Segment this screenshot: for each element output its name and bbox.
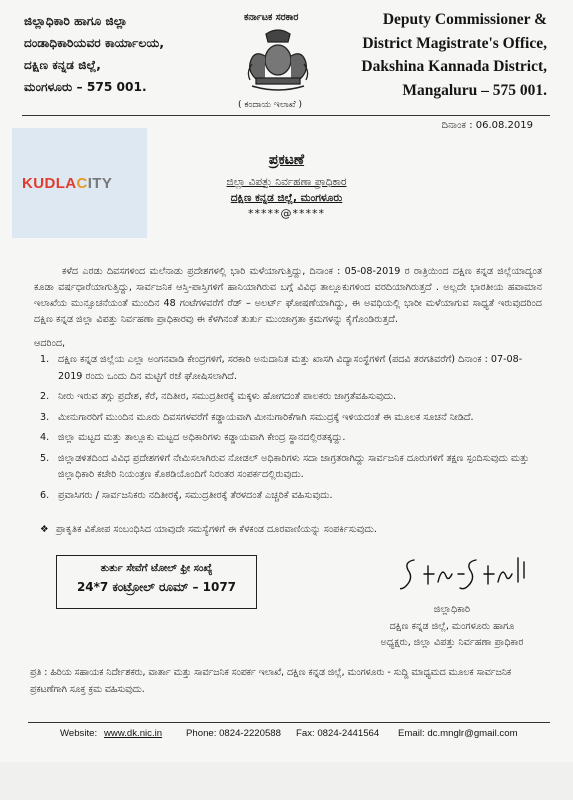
signatory-block [352, 602, 552, 652]
diamond-bullet-icon: ❖ [40, 524, 49, 535]
address-line: Mangaluru – 575 001. [402, 81, 547, 99]
signatory-line: ದಕ್ಷಿಣ ಕನ್ನಡ ಜಿಲ್ಲೆ, ಮಂಗಳೂರು ಹಾಗೂ [389, 620, 515, 632]
signatory-title: ಜಿಲ್ಲಾಧಿಕಾರಿ [433, 604, 471, 615]
address-line: Deputy Commissioner & [382, 11, 547, 28]
signatory-line: ಅಧ್ಯಕ್ಷರು, ಜಿಲ್ಲಾ ವಿಪತ್ತು ನಿರ್ವಹಣಾ ಪ್ರಾಧಿಕಾರ [380, 637, 524, 648]
office-address-english [297, 8, 547, 102]
office-address-kannada [24, 10, 224, 98]
helpline-title: ತುರ್ತು ಸೇವೆಗೆ ಟೋಲ್ ಫ್ರೀ ಸಂಖ್ಯೆ [100, 563, 213, 574]
fax-number: Fax: 0824-2441564 [296, 728, 380, 739]
notice-date: ದಿನಾಂಕ : 06.08.2019 [441, 120, 533, 131]
notice-title-block [0, 152, 573, 220]
list-item: 4. ಜಿಲ್ಲಾ ಮಟ್ಟದ ಮತ್ತು ತಾಲ್ಲೂಕು ಮಟ್ಟದ ಅಧಿಕಾರಿಗಳು ಕಡ್ಡಾಯವಾಗಿ ಕೇಂದ್ರ ಸ್ಥಾನದಲ್ಲಿರತಕ್ಕದ್ದು. [40, 432, 346, 443]
header-divider [22, 115, 550, 116]
website-label: Website: [60, 728, 98, 739]
copy-to-note: ಪ್ರತಿ : ಹಿರಿಯ ಸಹಾಯಕ ನಿರ್ದೇಶಕರು, ವಾರ್ತಾ ಮತ್ತು ಸಾರ್ವಜನಿಕ ಸಂಪರ್ಕ ಇಲಾಖೆ, ದಕ್ಷಿಣ ಕನ್ನಡ ಜಿಲ್ಲೆ, ಮಂಗಳೂರು - ಸುದ್ದಿ ಮಾಧ್ಯಮದ ಮೂಲಕ ಸಾರ್ವಜನಿಕ ಪ್ರಕಟಣೆಗಾಗಿ ಸೂಕ್ತ ಕ್ರಮ ವಹಿಸುವುದು. [30, 667, 512, 695]
helpline-number: 24*7 ಕಂಟ್ರೋಲ್ ರೂಮ್ – 1077 [76, 580, 237, 594]
helpline-box [56, 555, 257, 609]
notice-district: ದಕ್ಷಿಣ ಕನ್ನಡ ಜಿಲ್ಲೆ, ಮಂಗಳೂರು [230, 192, 343, 204]
address-line: ದಂಡಾಧಿಕಾರಿಯವರ ಕಾರ್ಯಾಲಯ, [24, 36, 165, 50]
footer [28, 722, 550, 739]
notice-paragraph: ಕಳೆದ ಎರಡು ದಿವಸಗಳಿಂದ ಮಲೆನಾಡು ಪ್ರದೇಶಗಳಲ್ಲಿ ಭಾರಿ ಮಳೆಯಾಗುತ್ತಿದ್ದು, ದಿನಾಂಕ : 05-08-2019 ರ ರಾತ್ರಿಯಿಂದ ದಕ್ಷಿಣ ಕನ್ನಡ ಜಿಲ್ಲೆಯಾದ್ಯಂತ ಕೂಡಾ ವರ್ಷಧಾರೆಯಾಗುತ್ತಿದ್ದು, ಸಾರ್ವಜನಿಕ ಆಸ್ತಿ-ಪಾಸ್ತಿಗಳಿಗೆ ಹಾನಿಯಾಗಿರುವ ಬಗ್ಗೆ ವಿವಿಧ ತಾಲ್ಲೂಕುಗಳಿಂದ ವರದಿಯಾಗಿರುತ್ತದೆ . ಅಲ್ಲದೇ ಭಾರತೀಯ ಹವಾಮಾನ ಇಲಾಖೆಯ ಮುನ್ಸೂಚನೆಯಂತೆ ಮುಂದಿನ 48 ಗಂಟೆಗಳವರೆಗೆ ರೆಡ್ – ಅಲರ್ಟ್ ಘೋಷಣೆಯಾಗಿದ್ದು, ಈ ಅವಧಿಯಲ್ಲಿ ಭಾರೀ ಮಳೆಯಾಗುವ ಸಾಧ್ಯತೆ ಇರುವುದರಿಂದ ದಕ್ಷಿಣ ಕನ್ನಡ ಜಿಲ್ಲಾ ವಿಪತ್ತು ನಿರ್ವಹಣಾ ಪ್ರಾಧಿಕಾರವು ಈ ಕೆಳಗಿನಂತೆ ತುರ್ತು ಮುಂಜಾಗ್ರತಾ ಕ್ರಮಗಳನ್ನು ಕೈಗೊಂಡಿರುತ್ತದೆ. [34, 266, 542, 325]
list-item: 6. ಪ್ರವಾಸಿಗರು / ಸಾರ್ವಜನಿಕರು ನದಿತೀರಕ್ಕೆ, ಸಮುದ್ರತೀರಕ್ಕೆ ತೆರಳದಂತೆ ಎಚ್ಚರಿಕೆ ವಹಿಸುವುದು. [40, 489, 333, 501]
list-item: 1. ದಕ್ಷಿಣ ಕನ್ನಡ ಜಿಲ್ಲೆಯ ಎಲ್ಲಾ ಅಂಗನವಾಡಿ ಕೇಂದ್ರಗಳಿಗೆ, ಸರಕಾರಿ ಅನುದಾನಿತ ಮತ್ತು ಖಾಸಗಿ ವಿದ್ಯಾಸಂಸ್ಥೆಗಳಿಗೆ (ಪದವಿ ತರಗತಿವರೆಗೆ) ದಿನಾಂಕ : 07-08-2019 ರಂದು ಒಂದು ದಿನ ಮಟ್ಟಿಗೆ ರಜೆ ಘೋಷಿಸಲಾಗಿದೆ. [40, 354, 523, 382]
address-line: District Magistrate's Office, [362, 34, 547, 52]
list-item: 5. ಜಿಲ್ಲಾಡಳಿತದಿಂದ ವಿವಿಧ ಪ್ರದೇಶಗಳಿಗೆ ನೇಮಿಸಲಾಗಿರುವ ನೋಡಲ್ ಅಧಿಕಾರಿಗಳು ಸದಾ ಜಾಗ್ರತರಾಗಿದ್ದು ಸಾರ್ವಜನಿಕ ದೂರುಗಳಿಗೆ ತಕ್ಷಣ ಸ್ಪಂದಿಸುವುದು ಮತ್ತು ಜಿಲ್ಲಾಧಿಕಾರಿ ಕಚೇರಿ ನಿಯಂತ್ರಣ ಕೊಠಡಿಯೊಂದಿಗೆ ನಿರಂತರ ಸಂಪರ್ಕದಲ್ಲಿರುವುದು. [40, 452, 530, 480]
email-address[interactable]: Email: dc.mnglr@gmail.com [398, 728, 518, 739]
department-label: ( ಕಂದಾಯ ಇಲಾಖೆ ) [238, 100, 303, 110]
website-link[interactable]: www.dk.nic.in [104, 728, 163, 739]
measures-list [40, 352, 544, 508]
notice-authority: ಜಿಲ್ಲಾ ವಿಪತ್ತು ನಿರ್ವಹಣಾ ಪ್ರಾಧಿಕಾರ [226, 176, 347, 188]
separator-stars: *****@***** [248, 207, 325, 220]
logo-wordmark: KUDLACITY [22, 175, 113, 192]
page-bottom-margin [0, 762, 573, 800]
phone-number: Phone: 0824-2220588 [186, 728, 281, 739]
government-label: ಕರ್ನಾಟಕ ಸರಕಾರ [244, 12, 299, 23]
address-line: ದಕ್ಷಿಣ ಕನ್ನಡ ಜಿಲ್ಲೆ, [24, 58, 101, 72]
list-item: 2. ನೀರು ಇರುವ ತಗ್ಗು ಪ್ರದೇಶ, ಕೆರೆ, ನದಿತೀರ, ಸಮುದ್ರತೀರಕ್ಕೆ ಮಕ್ಕಳು ಹೋಗದಂತೆ ಪಾಲಕರು ಜಾಗ್ರತೆವಹಿಸುವುದು. [40, 391, 397, 402]
contact-instruction: ❖ ಪ್ರಾಕೃತಿಕ ವಿಕೋಪ ಸಂಬಂಧಿಸಿದ ಯಾವುದೇ ಸಮಸ್ಯೆಗಳಿಗೆ ಈ ಕೆಳಕಂಡ ದೂರವಾಣಿಯನ್ನು ಸಂಪರ್ಕಿಸುವುದು. [40, 524, 377, 535]
notice-title: ಪ್ರಕಟಣೆ [268, 152, 305, 168]
signature-icon [400, 552, 540, 596]
address-line: ಜಿಲ್ಲಾಧಿಕಾರಿ ಹಾಗೂ ಜಿಲ್ಲಾ [24, 14, 128, 28]
address-line: ಮಂಗಳೂರು – 575 001. [24, 80, 147, 94]
address-line: Dakshina Kannada District, [361, 58, 547, 75]
list-item: 3. ಮೀನುಗಾರರಿಗೆ ಮುಂದಿನ ಮೂರು ದಿವಸಗಳವರೆಗೆ ಕಡ್ಡಾಯವಾಗಿ ಮೀನುಗಾರಿಕೆಗಾಗಿ ಸಮುದ್ರಕ್ಕೆ ಇಳಿಯದಂತೆ ಈ ಮೂಲಕ ಸೂಚನೆ ನೀಡಿದೆ. [40, 411, 474, 423]
hence-label: ಆದರಿಂದ, [34, 338, 66, 349]
